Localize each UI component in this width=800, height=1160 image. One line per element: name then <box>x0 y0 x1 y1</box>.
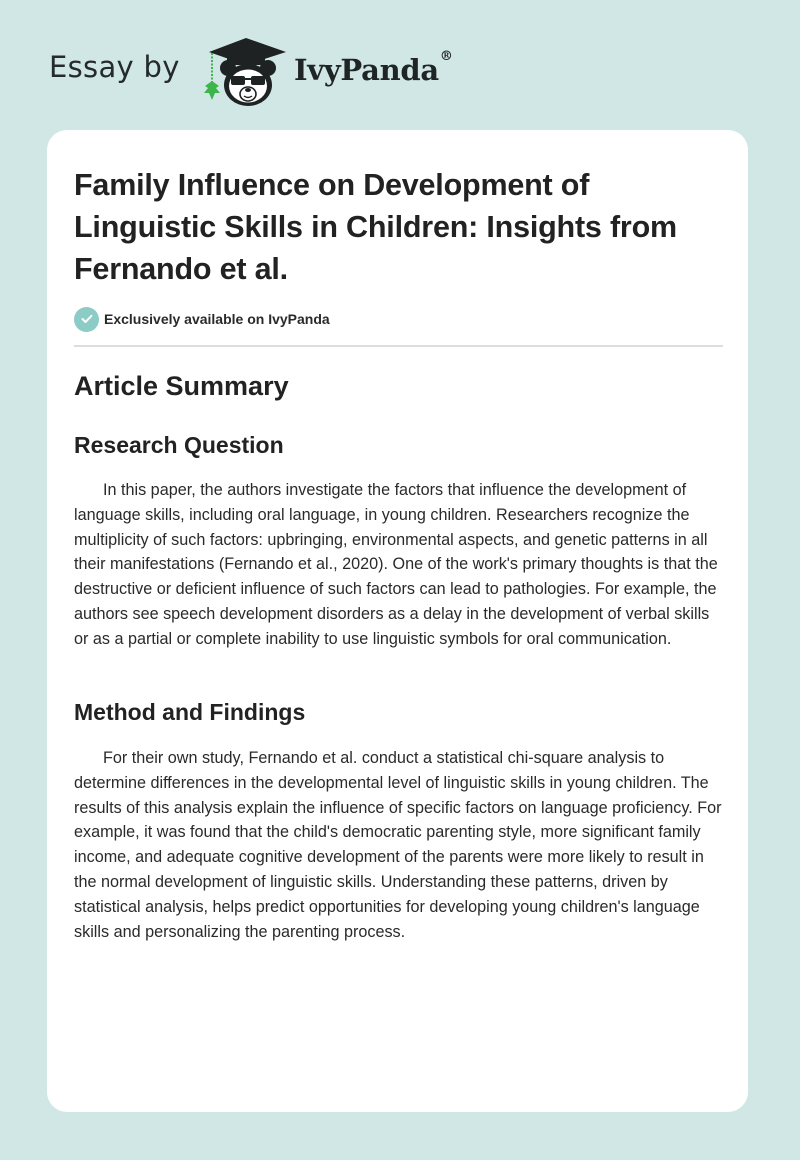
exclusive-label: Exclusively available on IvyPanda <box>104 311 330 327</box>
subsection-heading-method-and-findings: Method and Findings <box>74 699 306 725</box>
site-header <box>0 0 800 130</box>
subsection-heading-research-question: Research Question <box>74 432 284 458</box>
paragraph-method-and-findings: For their own study, Fernando et al. conduct a statistical chi-square analysis to determine differences in the developmental level of linguistic skills in young children. The results of this analysis explain the influence of specific factors on language proficiency. For example, it was found that the child's democratic parenting style, more significant family income, and adequate cognitive development of the parents were more likely to result in the normal development of linguistic skills. Understanding these patterns, driven by statistical analysis, helps predict opportunities for developing young children's language skills and personalizing the parenting process. <box>74 749 722 941</box>
article-title: Family Influence on Development of Linguistic Skills in Children: Insights from Fernando et al. <box>74 168 677 286</box>
essay-by-label: Essay by <box>49 50 180 84</box>
check-circle-icon <box>74 307 99 332</box>
section-heading-article-summary: Article Summary <box>74 371 289 401</box>
brand-text: IvyPanda <box>294 53 439 87</box>
brand-name[interactable] <box>294 49 453 87</box>
ivypanda-logo-icon[interactable] <box>200 34 292 110</box>
registered-mark: ® <box>439 49 453 64</box>
exclusive-badge <box>74 306 330 332</box>
title-divider <box>74 345 723 347</box>
article-card <box>47 130 748 1112</box>
paragraph-research-question: In this paper, the authors investigate the factors that influence the development of language skills, including oral language, in young children. Researchers recognize the multiplicity of such factors: upbringing, environmental aspects, and genetic patterns in all their manifestations (Fernando et al., 2020). One of the work's primary thoughts is that the destructive or deficient influence of such factors can lead to pathologies. For example, the authors see speech development disorders as a delay in the development of verbal skills or as a partial or complete inability to use linguistic symbols for oral communication. <box>74 481 718 648</box>
